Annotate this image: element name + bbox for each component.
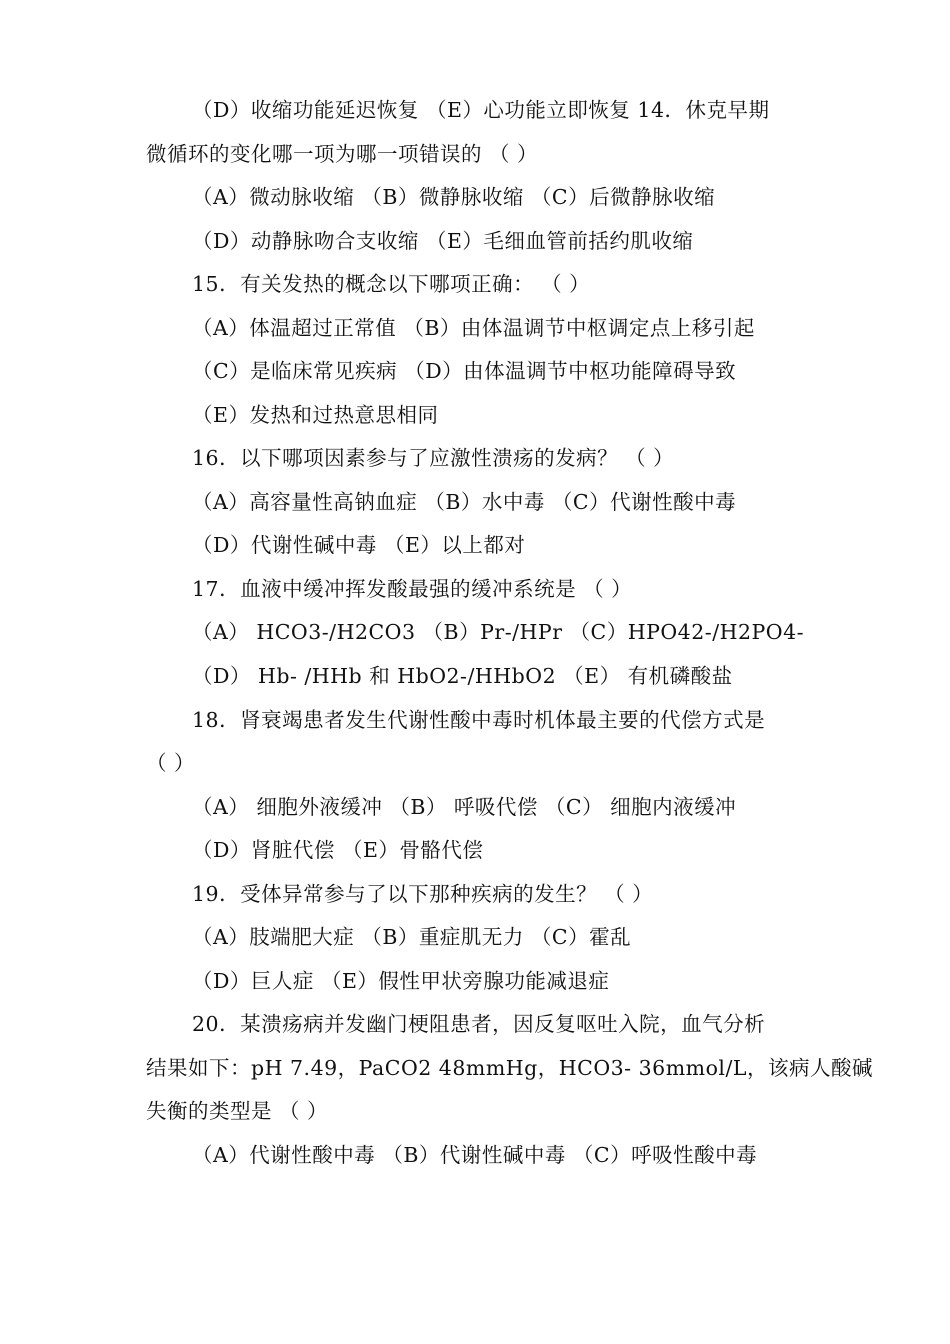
text-line: （A）代谢性酸中毒 （B）代谢性碱中毒 （C）呼吸性酸中毒	[192, 1143, 758, 1167]
text-line: （D） Hb- /HHb 和 HbO2-/HHbO2 （E） 有机磷酸盐	[192, 664, 733, 688]
text-line: （D）收缩功能延迟恢复 （E）心功能立即恢复 14．休克早期	[192, 98, 770, 122]
text-line: （A） HCO3-/H2CO3 （B）Pr-/HPr （C）HPO42-/H2PO4-	[192, 620, 805, 644]
text-line: （A）肢端肥大症 （B）重症肌无力 （C）霍乱	[192, 925, 632, 949]
text-line: （A）微动脉收缩 （B）微静脉收缩 （C）后微静脉收缩	[192, 185, 716, 209]
text-line: （A）高容量性高钠血症 （B）水中毒 （C）代谢性酸中毒	[192, 490, 737, 514]
text-line: （A） 细胞外液缓冲 （B） 呼吸代偿 （C） 细胞内液缓冲	[192, 795, 737, 819]
text-line: （D）肾脏代偿 （E）骨骼代偿	[192, 838, 484, 862]
text-line: （E）发热和过热意思相同	[192, 403, 439, 427]
text-line: 17．血液中缓冲挥发酸最强的缓冲系统是 （ ）	[192, 577, 633, 601]
text-line: 16．以下哪项因素参与了应激性溃疡的发病？ （ ）	[192, 446, 675, 470]
text-line: （D）巨人症 （E）假性甲状旁腺功能减退症	[192, 969, 610, 993]
text-line: （ ）	[146, 751, 196, 775]
text-line: （D）代谢性碱中毒 （E）以上都对	[192, 533, 526, 557]
text-line: 15．有关发热的概念以下哪项正确： （ ）	[192, 272, 591, 296]
text-line: 18．肾衰竭患者发生代谢性酸中毒时机体最主要的代偿方式是	[192, 708, 766, 732]
text-line: （A）体温超过正常值 （B）由体温调节中枢调定点上移引起	[192, 316, 755, 340]
text-line: 结果如下：pH 7.49，PaCO2 48mmHg，HCO3- 36mmol/L，该病人酸碱	[146, 1056, 874, 1080]
text-line: （C）是临床常见疾病 （D）由体温调节中枢功能障碍导致	[192, 359, 737, 383]
text-line: 失衡的类型是 （ ）	[146, 1099, 329, 1123]
text-line: 微循环的变化哪一项为哪一项错误的 （ ）	[146, 142, 539, 166]
text-line: 19．受体异常参与了以下那种疾病的发生？ （ ）	[192, 882, 654, 906]
text-line: 20．某溃疡病并发幽门梗阻患者，因反复呕吐入院，血气分析	[192, 1012, 766, 1036]
text-line: （D）动静脉吻合支收缩 （E）毛细血管前括约肌收缩	[192, 229, 694, 253]
